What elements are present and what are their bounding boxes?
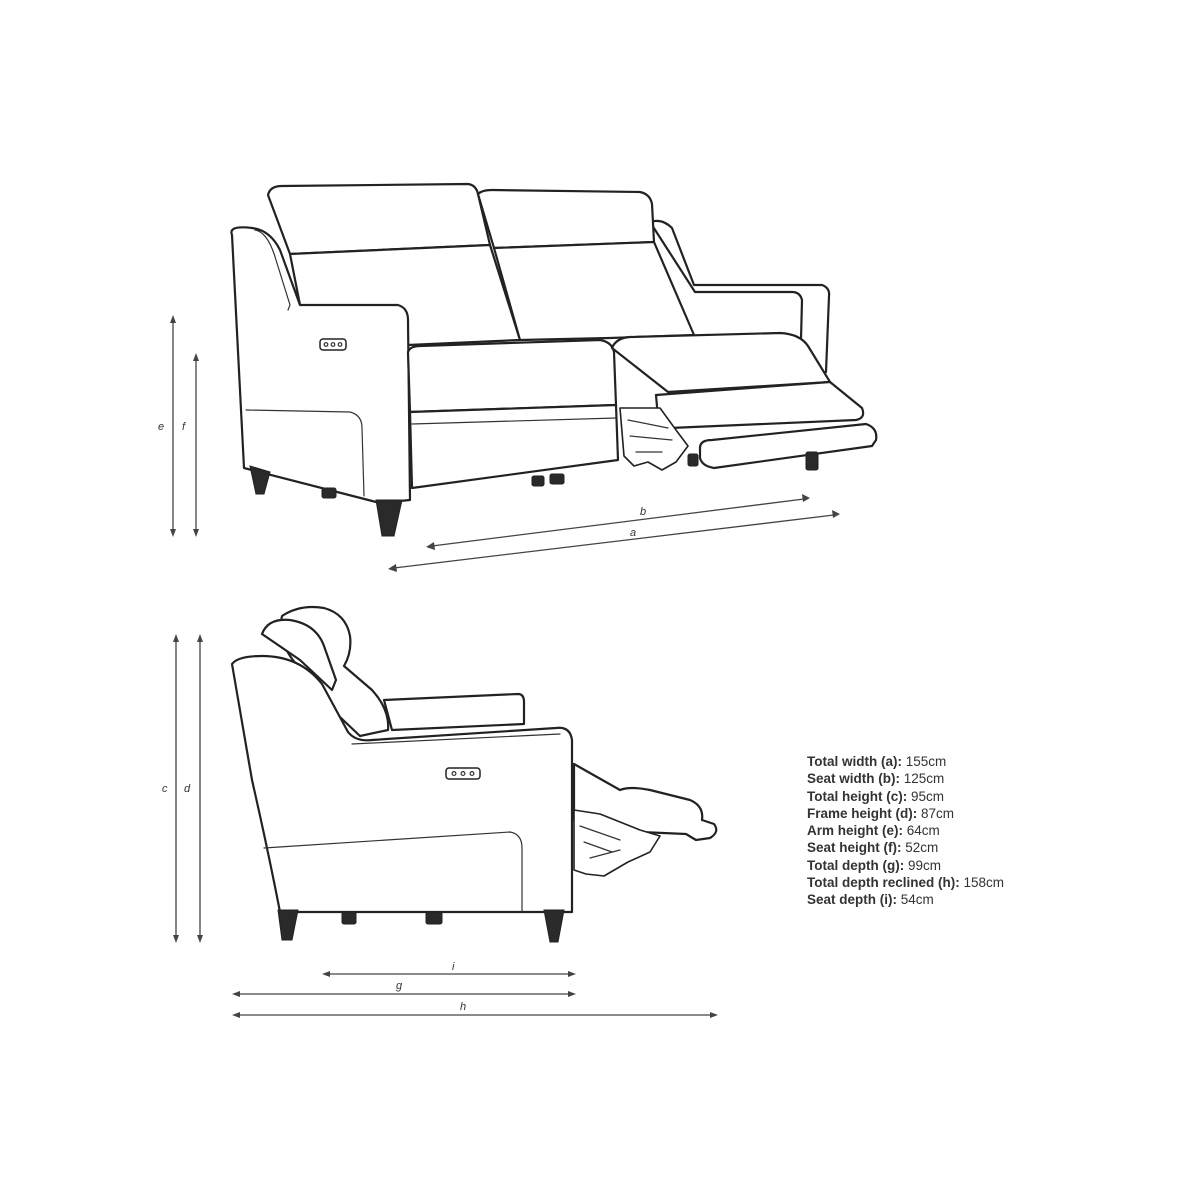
leg-side-mid-2 (426, 912, 442, 924)
spec-item (807, 753, 1004, 770)
spec-item (807, 822, 1004, 839)
spec-label: Total depth (g): (807, 857, 905, 873)
spec-label: Total width (a): (807, 754, 902, 769)
spec-value: 64cm (906, 823, 940, 839)
far-armrest (384, 694, 524, 730)
leg-footrest (688, 454, 698, 466)
spec-label: Total depth reclined (h): (807, 875, 960, 891)
dimension-label-h: h (460, 1001, 467, 1013)
spec-label: Frame height (d): (807, 805, 918, 821)
footrest-lower (700, 424, 876, 468)
dimension-d (184, 634, 203, 943)
seat-cushion-left (408, 340, 616, 412)
spec-item (807, 788, 1004, 805)
spec-label: Seat height (f): (807, 840, 902, 856)
spec-label: Total height (c): (807, 788, 908, 804)
dimension-label-i: i (452, 961, 455, 973)
dimension-g (232, 980, 576, 997)
spec-item (807, 857, 1004, 874)
spec-value: 95cm (911, 788, 945, 804)
dimension-a (388, 510, 840, 572)
backrest-left (268, 184, 490, 254)
spec-value: 99cm (908, 857, 942, 873)
specifications-list (807, 753, 1004, 909)
sofa-side-view (162, 607, 718, 1018)
dimension-e (158, 315, 176, 537)
spec-item (807, 770, 1004, 787)
leg-side-mid-1 (342, 912, 356, 924)
spec-label: Seat width (b): (807, 771, 900, 787)
leg-mid-1 (322, 488, 336, 498)
spec-item (807, 874, 1004, 891)
seat-cushion-right (612, 333, 830, 392)
backrest-right (478, 190, 654, 248)
spec-item (807, 891, 1004, 908)
dimension-label-g: g (396, 980, 403, 992)
leg-side-front (544, 910, 564, 942)
leg-front-left-front (376, 500, 402, 536)
leg-mid-3 (550, 474, 564, 484)
dimension-h (232, 1001, 718, 1018)
spec-label: Seat depth (i): (807, 892, 897, 908)
leg-side-back (278, 910, 298, 940)
back-cushion-right (494, 242, 694, 340)
spec-label: Arm height (e): (807, 823, 903, 839)
sofa-front-view (158, 184, 876, 572)
leg-mid-2 (532, 476, 544, 486)
dimension-label-b: b (640, 506, 647, 518)
spec-value: 52cm (905, 840, 939, 856)
seat-front-left (410, 405, 618, 488)
dimension-i (322, 961, 576, 977)
dimension-label-a: a (630, 527, 637, 539)
spec-value: 87cm (921, 805, 955, 821)
dimension-label-d: d (184, 783, 191, 795)
dimension-label-e: e (158, 421, 165, 433)
spec-item (807, 839, 1004, 856)
spec-value: 125cm (903, 771, 945, 787)
dimension-label-c: c (162, 783, 168, 795)
spec-value: 54cm (900, 892, 934, 908)
spec-value: 158cm (963, 875, 1005, 891)
dimension-label-f: f (182, 421, 186, 433)
spec-item (807, 805, 1004, 822)
dimension-f (182, 353, 199, 537)
leg-right (806, 452, 818, 470)
power-buttons-side (446, 768, 480, 779)
spec-value: 155cm (905, 754, 947, 769)
dimension-c (162, 634, 179, 943)
